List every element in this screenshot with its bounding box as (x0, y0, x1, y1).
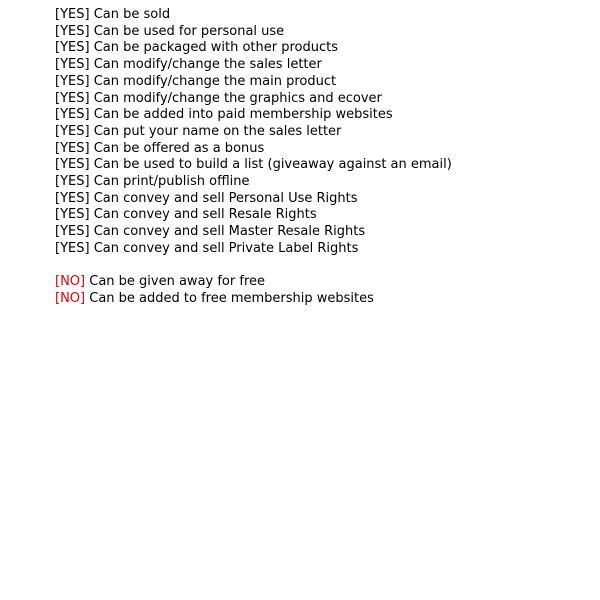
license-line-text: Can be used for personal use (89, 23, 285, 39)
license-line (55, 7, 590, 24)
yes-tag: [YES] (55, 90, 90, 106)
license-line (55, 174, 590, 191)
yes-tag: [YES] (55, 123, 90, 139)
yes-tag: [YES] (55, 157, 90, 173)
no-tag: [NO] (55, 290, 86, 306)
license-line-text: Can convey and sell Private Label Rights (89, 240, 359, 256)
license-line-text: Can be offered as a bonus (89, 140, 265, 156)
license-line-text: Can be used to build a list (giveaway against an email) (89, 157, 452, 173)
license-line-text: Can modify/change the graphics and ecover (89, 90, 382, 106)
license-line (55, 24, 590, 41)
license-line (55, 141, 590, 158)
yes-tag: [YES] (55, 57, 90, 73)
no-tag: [NO] (55, 274, 86, 290)
yes-tag: [YES] (55, 174, 90, 190)
license-line (55, 40, 590, 57)
license-line-text: Can be sold (89, 7, 171, 22)
license-line (55, 157, 590, 174)
license-line (55, 191, 590, 208)
license-line (55, 124, 590, 141)
license-line-text: Can convey and sell Resale Rights (89, 207, 317, 223)
yes-rights-list (55, 7, 590, 258)
license-line-text: Can be given away for free (85, 274, 265, 290)
yes-tag: [YES] (55, 190, 90, 206)
license-line-text: Can convey and sell Master Resale Rights (89, 224, 366, 240)
blank-line (55, 258, 590, 275)
license-line-text: Can print/publish offline (89, 174, 250, 190)
license-line (55, 74, 590, 91)
license-line (55, 241, 590, 258)
license-line-text: Can be added into paid membership websites (89, 107, 393, 123)
yes-tag: [YES] (55, 107, 90, 123)
license-line (55, 207, 590, 224)
yes-tag: [YES] (55, 23, 90, 39)
license-line-text: Can put your name on the sales letter (89, 123, 342, 139)
yes-tag: [YES] (55, 224, 90, 240)
yes-tag: [YES] (55, 40, 90, 56)
license-line (55, 291, 590, 308)
license-line-text: Can be added to free membership websites (85, 290, 374, 306)
license-line-text: Can be packaged with other products (89, 40, 339, 56)
license-line (55, 107, 590, 124)
yes-tag: [YES] (55, 140, 90, 156)
yes-tag: [YES] (55, 7, 90, 22)
license-line-text: Can modify/change the sales letter (89, 57, 322, 73)
yes-tag: [YES] (55, 207, 90, 223)
license-line-text: Can convey and sell Personal Use Rights (89, 190, 358, 206)
license-line (55, 274, 590, 291)
yes-tag: [YES] (55, 240, 90, 256)
license-line (55, 224, 590, 241)
yes-tag: [YES] (55, 73, 90, 89)
license-line (55, 91, 590, 108)
no-rights-list (55, 274, 590, 307)
license-line (55, 57, 590, 74)
license-line-text: Can modify/change the main product (89, 73, 337, 89)
